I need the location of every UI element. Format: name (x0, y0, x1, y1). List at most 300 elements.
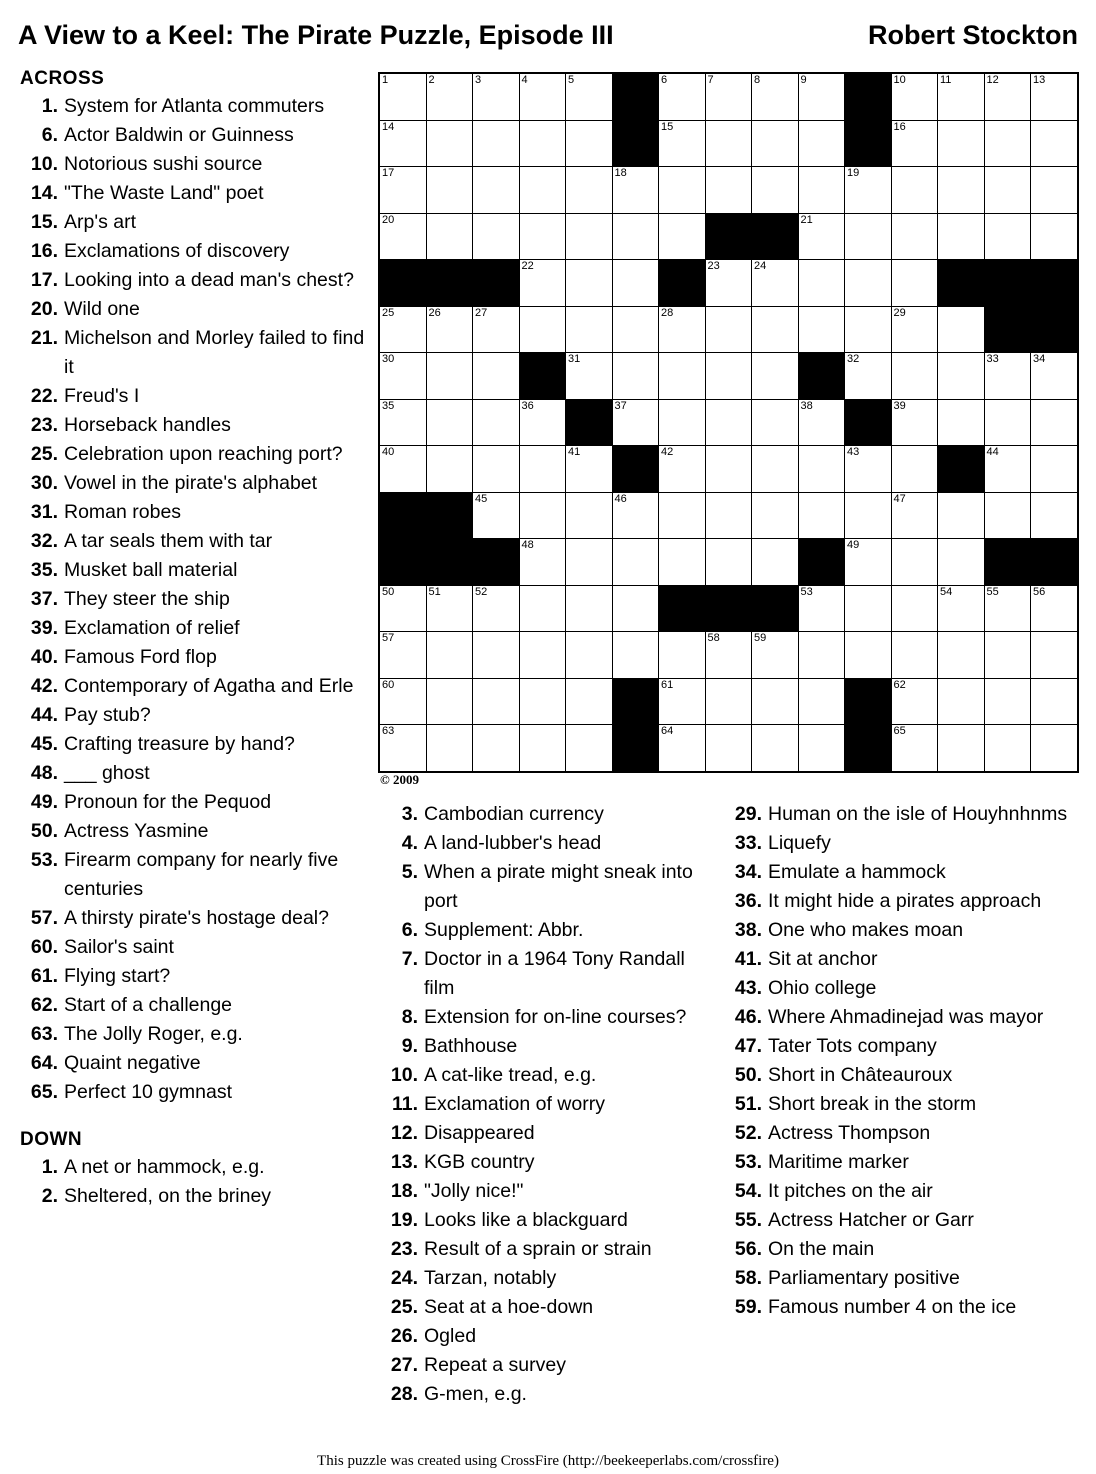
grid-cell[interactable] (426, 353, 473, 400)
clue-item[interactable] (18, 643, 368, 672)
grid-cell[interactable] (566, 585, 613, 632)
clue-item[interactable] (18, 411, 368, 440)
grid-cell[interactable] (519, 167, 566, 214)
grid-cell[interactable] (891, 213, 938, 260)
clue-text: Exclamations of discovery (64, 240, 290, 262)
grid-cell[interactable] (705, 167, 752, 214)
grid-cell[interactable] (1031, 167, 1078, 214)
grid-cell-number: 14 (382, 120, 395, 133)
grid-cell[interactable] (752, 306, 799, 353)
clue-item[interactable] (722, 1177, 1078, 1206)
grid-cell[interactable] (473, 213, 520, 260)
grid-row (379, 492, 1078, 539)
grid-cell[interactable] (752, 260, 799, 307)
clue-number: 58. (734, 1267, 762, 1289)
grid-cell[interactable] (752, 492, 799, 539)
clue-item[interactable] (378, 1380, 718, 1409)
grid-cell[interactable] (612, 353, 659, 400)
grid-cell[interactable] (752, 678, 799, 725)
clue-item[interactable] (18, 556, 368, 585)
grid-cell[interactable] (845, 167, 892, 214)
grid-cell[interactable] (519, 492, 566, 539)
grid-cell[interactable] (426, 306, 473, 353)
grid-cell[interactable] (891, 632, 938, 679)
grid-cell[interactable] (891, 73, 938, 120)
grid-cell[interactable] (752, 632, 799, 679)
grid-cell[interactable] (891, 353, 938, 400)
grid-cell[interactable] (519, 120, 566, 167)
clue-item[interactable] (18, 614, 368, 643)
grid-cell[interactable] (845, 632, 892, 679)
grid-cell[interactable] (845, 446, 892, 493)
grid-cell[interactable] (519, 539, 566, 586)
clue-item[interactable] (378, 1293, 718, 1322)
clue-text: Doctor in a 1964 Tony Randall film (424, 948, 685, 999)
grid-cell[interactable] (379, 725, 426, 772)
grid-block-cell (845, 73, 892, 120)
grid-cell[interactable] (798, 73, 845, 120)
clue-item[interactable] (722, 1293, 1078, 1322)
grid-cell[interactable] (612, 213, 659, 260)
grid-cell[interactable] (519, 585, 566, 632)
clue-number: 23. (30, 414, 58, 436)
grid-cell[interactable] (1031, 585, 1078, 632)
grid-cell[interactable] (519, 260, 566, 307)
grid-cell[interactable] (938, 585, 985, 632)
grid-cell[interactable] (566, 213, 613, 260)
clue-number: 19. (390, 1209, 418, 1231)
grid-cell[interactable] (938, 399, 985, 446)
clue-item[interactable] (18, 237, 368, 266)
clue-number: 24. (390, 1267, 418, 1289)
grid-cell[interactable] (566, 678, 613, 725)
grid-cell-number: 5 (568, 74, 575, 86)
grid-cell[interactable] (752, 73, 799, 120)
grid-cell[interactable] (984, 213, 1031, 260)
clue-item[interactable] (378, 1351, 718, 1380)
clue-item[interactable] (18, 1182, 368, 1211)
clue-number: 20. (30, 298, 58, 320)
grid-cell[interactable] (426, 632, 473, 679)
clue-item[interactable] (18, 788, 368, 817)
grid-cell[interactable] (659, 353, 706, 400)
grid-cell[interactable] (984, 725, 1031, 772)
clue-item[interactable] (378, 1206, 718, 1235)
clue-text: Roman robes (64, 501, 182, 523)
clue-item[interactable] (18, 1020, 368, 1049)
grid-cell[interactable] (891, 492, 938, 539)
grid-cell[interactable] (845, 539, 892, 586)
grid-cell[interactable] (891, 539, 938, 586)
grid-cell[interactable] (426, 120, 473, 167)
grid-cell[interactable] (659, 399, 706, 446)
grid-cell[interactable] (519, 306, 566, 353)
grid-cell[interactable] (566, 725, 613, 772)
grid-cell[interactable] (659, 725, 706, 772)
clue-item[interactable] (378, 1003, 718, 1032)
grid-cell[interactable] (845, 260, 892, 307)
grid-cell[interactable] (566, 632, 613, 679)
clue-item[interactable] (18, 208, 368, 237)
grid-cell[interactable] (984, 73, 1031, 120)
grid-cell[interactable] (938, 167, 985, 214)
clue-item[interactable] (18, 1078, 368, 1107)
grid-cell[interactable] (984, 120, 1031, 167)
grid-cell[interactable] (379, 399, 426, 446)
grid-cell[interactable] (612, 399, 659, 446)
grid-cell[interactable] (566, 306, 613, 353)
grid-cell[interactable] (984, 446, 1031, 493)
grid-cell[interactable] (426, 73, 473, 120)
clue-item[interactable] (722, 887, 1078, 916)
grid-cell[interactable] (798, 492, 845, 539)
grid-cell[interactable] (379, 167, 426, 214)
clue-item[interactable] (378, 1032, 718, 1061)
grid-cell[interactable] (798, 260, 845, 307)
clue-item[interactable] (722, 1206, 1078, 1235)
grid-cell[interactable] (798, 632, 845, 679)
grid-cell[interactable] (938, 492, 985, 539)
grid-cell[interactable] (612, 492, 659, 539)
grid-cell[interactable] (426, 678, 473, 725)
grid-cell[interactable] (426, 446, 473, 493)
grid-cell[interactable] (379, 306, 426, 353)
clue-text: Horseback handles (64, 414, 231, 436)
grid-cell[interactable] (519, 678, 566, 725)
grid-cell[interactable] (612, 260, 659, 307)
clue-item[interactable] (378, 800, 718, 829)
grid-cell[interactable] (845, 492, 892, 539)
clue-number: 16. (30, 240, 58, 262)
grid-cell[interactable] (845, 353, 892, 400)
clue-item[interactable] (722, 1235, 1078, 1264)
clue-item[interactable] (18, 701, 368, 730)
clue-item[interactable] (18, 1049, 368, 1078)
grid-cell[interactable] (1031, 632, 1078, 679)
clue-text: G-men, e.g. (424, 1383, 527, 1405)
clue-text: Pay stub? (64, 704, 151, 726)
clue-item[interactable] (378, 829, 718, 858)
grid-cell[interactable] (473, 632, 520, 679)
grid-cell[interactable] (798, 585, 845, 632)
grid-cell[interactable] (891, 260, 938, 307)
clue-item[interactable] (722, 800, 1078, 829)
grid-cell[interactable] (705, 446, 752, 493)
grid-cell-number: 6 (661, 74, 668, 86)
grid-cell-number: 11 (940, 74, 952, 86)
grid-cell[interactable] (659, 632, 706, 679)
grid-cell[interactable] (473, 73, 520, 120)
clue-number: 42. (30, 675, 58, 697)
clue-item[interactable] (722, 1061, 1078, 1090)
clue-item[interactable] (378, 1148, 718, 1177)
grid-cell[interactable] (938, 539, 985, 586)
clue-item[interactable] (722, 945, 1078, 974)
grid-cell[interactable] (705, 306, 752, 353)
grid-cell[interactable] (798, 213, 845, 260)
grid-cell[interactable] (798, 678, 845, 725)
grid-cell[interactable] (379, 585, 426, 632)
grid-cell[interactable] (659, 120, 706, 167)
grid-cell[interactable] (1031, 725, 1078, 772)
grid-cell[interactable] (473, 446, 520, 493)
grid-cell[interactable] (798, 306, 845, 353)
grid-cell[interactable] (705, 678, 752, 725)
grid-cell[interactable] (891, 120, 938, 167)
grid-cell[interactable] (473, 585, 520, 632)
grid-cell[interactable] (891, 167, 938, 214)
clue-item[interactable] (18, 904, 368, 933)
grid-cell[interactable] (1031, 120, 1078, 167)
grid-cell[interactable] (379, 678, 426, 725)
grid-cell[interactable] (566, 492, 613, 539)
grid-cell[interactable] (473, 306, 520, 353)
grid-cell[interactable] (705, 120, 752, 167)
clue-item[interactable] (722, 1148, 1078, 1177)
grid-cell[interactable] (659, 213, 706, 260)
clue-text: Freud's I (64, 385, 140, 407)
clue-item[interactable] (18, 730, 368, 759)
clue-item[interactable] (378, 1264, 718, 1293)
grid-cell[interactable] (566, 260, 613, 307)
clue-item[interactable] (378, 858, 718, 916)
grid-cell[interactable] (379, 446, 426, 493)
grid-cell[interactable] (659, 492, 706, 539)
grid-cell[interactable] (566, 73, 613, 120)
clue-item[interactable] (18, 846, 368, 904)
grid-cell[interactable] (566, 446, 613, 493)
clue-item[interactable] (18, 266, 368, 295)
grid-cell[interactable] (891, 725, 938, 772)
grid-cell[interactable] (705, 492, 752, 539)
grid-cell[interactable] (938, 678, 985, 725)
clue-item[interactable] (18, 324, 368, 382)
grid-cell[interactable] (473, 167, 520, 214)
grid-cell-number: 22 (521, 260, 534, 272)
grid-cell[interactable] (938, 73, 985, 120)
grid-cell[interactable] (426, 213, 473, 260)
clue-item[interactable] (18, 991, 368, 1020)
grid-cell[interactable] (612, 167, 659, 214)
grid-cell[interactable] (379, 120, 426, 167)
grid-cell[interactable] (473, 678, 520, 725)
clue-text: Firearm company for nearly five centuries (64, 849, 339, 900)
grid-cell[interactable] (1031, 213, 1078, 260)
grid-cell[interactable] (612, 585, 659, 632)
clue-item[interactable] (378, 1061, 718, 1090)
grid-cell[interactable] (566, 353, 613, 400)
grid-block-cell (1031, 306, 1078, 353)
clue-item[interactable] (18, 585, 368, 614)
clue-item[interactable] (18, 1153, 368, 1182)
grid-cell[interactable] (705, 632, 752, 679)
clue-item[interactable] (378, 1235, 718, 1264)
clue-item[interactable] (378, 1177, 718, 1206)
grid-cell[interactable] (752, 446, 799, 493)
grid-cell[interactable] (519, 399, 566, 446)
grid-cell[interactable] (891, 306, 938, 353)
grid-block-cell (845, 120, 892, 167)
grid-cell[interactable] (473, 399, 520, 446)
clue-item[interactable] (722, 858, 1078, 887)
grid-cell[interactable] (705, 399, 752, 446)
clue-item[interactable] (18, 817, 368, 846)
grid-cell[interactable] (845, 306, 892, 353)
grid-cell[interactable] (612, 306, 659, 353)
grid-cell[interactable] (752, 725, 799, 772)
clue-item[interactable] (18, 672, 368, 701)
grid-cell[interactable] (984, 492, 1031, 539)
clue-item[interactable] (722, 1264, 1078, 1293)
grid-cell[interactable] (705, 73, 752, 120)
grid-cell[interactable] (705, 539, 752, 586)
clue-item[interactable] (722, 829, 1078, 858)
grid-cell[interactable] (798, 725, 845, 772)
grid-cell[interactable] (1031, 492, 1078, 539)
grid-cell[interactable] (891, 678, 938, 725)
grid-cell[interactable] (984, 632, 1031, 679)
grid-cell[interactable] (473, 120, 520, 167)
clue-item[interactable] (18, 933, 368, 962)
grid-cell[interactable] (426, 585, 473, 632)
clue-item[interactable] (378, 1119, 718, 1148)
grid-cell[interactable] (845, 585, 892, 632)
grid-cell[interactable] (519, 446, 566, 493)
clue-number: 25. (390, 1296, 418, 1318)
grid-cell[interactable] (938, 725, 985, 772)
clue-text: Seat at a hoe-down (424, 1296, 594, 1318)
grid-cell[interactable] (938, 353, 985, 400)
grid-cell[interactable] (752, 539, 799, 586)
grid-cell[interactable] (938, 632, 985, 679)
grid-cell[interactable] (379, 213, 426, 260)
clue-item[interactable] (18, 469, 368, 498)
clue-item[interactable] (722, 974, 1078, 1003)
clue-item[interactable] (722, 1119, 1078, 1148)
grid-block-cell (1031, 260, 1078, 307)
clue-item[interactable] (722, 1090, 1078, 1119)
grid-cell[interactable] (798, 167, 845, 214)
grid-cell[interactable] (519, 632, 566, 679)
clue-item[interactable] (18, 962, 368, 991)
grid-cell[interactable] (705, 353, 752, 400)
grid-cell[interactable] (984, 678, 1031, 725)
grid-cell[interactable] (984, 399, 1031, 446)
clue-item[interactable] (18, 759, 368, 788)
clue-item[interactable] (378, 1322, 718, 1351)
clue-item[interactable] (18, 527, 368, 556)
clue-item[interactable] (18, 150, 368, 179)
grid-cell-number: 24 (754, 260, 767, 272)
grid-cell[interactable] (705, 260, 752, 307)
grid-cell[interactable] (752, 120, 799, 167)
grid-cell[interactable] (1031, 399, 1078, 446)
clue-item[interactable] (18, 121, 368, 150)
grid-cell[interactable] (1031, 73, 1078, 120)
grid-cell[interactable] (659, 306, 706, 353)
clue-number: 43. (734, 977, 762, 999)
grid-table[interactable] (378, 72, 1079, 773)
grid-cell-number: 34 (1033, 353, 1046, 365)
grid-cell[interactable] (519, 73, 566, 120)
clue-item[interactable] (18, 295, 368, 324)
grid-cell[interactable] (659, 73, 706, 120)
grid-cell[interactable] (752, 399, 799, 446)
grid-cell[interactable] (659, 678, 706, 725)
clue-item[interactable] (722, 916, 1078, 945)
grid-cell[interactable] (426, 167, 473, 214)
clue-item[interactable] (18, 92, 368, 121)
grid-block-cell (798, 353, 845, 400)
clue-item[interactable] (18, 498, 368, 527)
grid-cell[interactable] (473, 353, 520, 400)
clue-item[interactable] (722, 1003, 1078, 1032)
grid-cell[interactable] (938, 213, 985, 260)
grid-cell[interactable] (519, 725, 566, 772)
grid-cell[interactable] (705, 725, 752, 772)
clue-item[interactable] (378, 916, 718, 945)
clue-text: Quaint negative (64, 1052, 201, 1074)
grid-cell[interactable] (891, 585, 938, 632)
grid-cell[interactable] (798, 120, 845, 167)
grid-cell[interactable] (752, 167, 799, 214)
grid-cell[interactable] (473, 492, 520, 539)
clue-number: 53. (30, 849, 58, 871)
clue-item[interactable] (18, 440, 368, 469)
grid-cell[interactable] (473, 725, 520, 772)
grid-cell[interactable] (798, 446, 845, 493)
grid-cell[interactable] (984, 353, 1031, 400)
clue-item[interactable] (378, 1090, 718, 1119)
clue-text: Vowel in the pirate's alphabet (64, 472, 318, 494)
grid-cell[interactable] (984, 167, 1031, 214)
crossword-grid[interactable] (378, 72, 1079, 773)
clue-item[interactable] (18, 179, 368, 208)
grid-cell[interactable] (659, 446, 706, 493)
grid-cell-number: 29 (893, 306, 906, 319)
grid-cell[interactable] (566, 120, 613, 167)
grid-cell[interactable] (1031, 353, 1078, 400)
grid-cell[interactable] (379, 353, 426, 400)
grid-cell[interactable] (891, 399, 938, 446)
grid-cell[interactable] (938, 306, 985, 353)
grid-cell[interactable] (891, 446, 938, 493)
clue-item[interactable] (378, 945, 718, 1003)
grid-cell[interactable] (659, 539, 706, 586)
grid-cell[interactable] (566, 539, 613, 586)
grid-cell[interactable] (845, 213, 892, 260)
grid-cell[interactable] (612, 539, 659, 586)
grid-cell[interactable] (426, 399, 473, 446)
grid-cell[interactable] (519, 213, 566, 260)
grid-cell[interactable] (1031, 678, 1078, 725)
grid-cell[interactable] (379, 73, 426, 120)
grid-cell[interactable] (798, 399, 845, 446)
grid-cell[interactable] (566, 167, 613, 214)
clue-item[interactable] (722, 1032, 1078, 1061)
clue-text: On the main (768, 1238, 875, 1260)
grid-cell[interactable] (752, 353, 799, 400)
grid-cell[interactable] (1031, 446, 1078, 493)
grid-cell[interactable] (612, 632, 659, 679)
grid-cell[interactable] (938, 120, 985, 167)
grid-cell[interactable] (659, 167, 706, 214)
grid-cell[interactable] (426, 725, 473, 772)
grid-cell[interactable] (984, 585, 1031, 632)
clue-item[interactable] (18, 382, 368, 411)
clue-number: 64. (30, 1052, 58, 1074)
grid-cell[interactable] (379, 632, 426, 679)
